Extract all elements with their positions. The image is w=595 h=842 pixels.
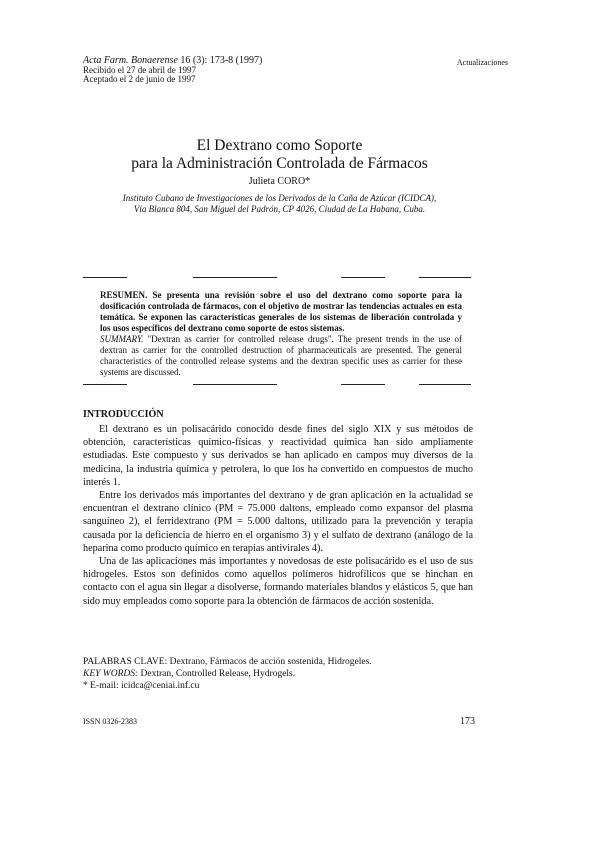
rule-top-2 [193, 277, 277, 278]
affiliation-line1: Instituto Cubano de Investigaciones de los Derivados de la Caña de Azúcar (ICIDCA), [122, 193, 437, 203]
rule-bottom-2 [193, 384, 277, 385]
keywords-es-label: PALABRAS CLAVE: [83, 657, 168, 667]
rule-top-1 [83, 277, 127, 278]
introduction-body [83, 423, 473, 608]
introduction-heading: INTRODUCCIÓN [83, 409, 164, 420]
author: Julieta CORO* [248, 176, 311, 187]
accepted-date: Aceptado el 2 de junio de 1997 [83, 74, 196, 84]
summary-text: "Dextran as carrier for controlled release drugs". The present trends in the use of dextran as carrier for the controlled destruction of pharmaceuticals are presented. The general characteristics of the controlled release systems and the dextran specific uses as carrier for these systems are discussed. [100, 334, 462, 377]
journal-header [83, 56, 262, 85]
affiliation-line2: Vía Blanca 804, San Miguel del Padrón, CP 4026, Ciudad de La Habana, Cuba. [133, 204, 426, 214]
rule-bottom-4 [419, 384, 471, 385]
abstract [100, 290, 462, 378]
article-title-line2: para la Administración Controlada de Fármacos [131, 155, 428, 172]
summary [100, 334, 462, 378]
issn: ISSN 0326-2383 [83, 717, 138, 726]
rule-bottom-3 [341, 384, 385, 385]
summary-label: SUMMARY. [100, 334, 144, 344]
keywords-en-text: Dextran, Controlled Release, Hydrogels. [140, 669, 296, 679]
resumen [100, 290, 462, 334]
rule-top-3 [341, 277, 385, 278]
keywords-es [83, 656, 473, 668]
received-date: Recibido el 27 de abril de 1997 [83, 64, 196, 75]
keywords-es-text: Dextrano, Fármacos de acción sostenida, Hidrogeles. [169, 657, 372, 667]
keywords-en [83, 668, 473, 680]
rule-bottom-1 [83, 384, 127, 385]
keywords-en-label: KEY WORDS: [83, 669, 139, 679]
rule-top-4 [419, 277, 471, 278]
paragraph: Entre los derivados más importantes del dextrano y de gran aplicación en la actualidad se encuentran el dextrano clínico (PM = 75.000 daltons, empleado como expansor del plasma sanguíneo 2), el ferridextrano (PM = 5.000 daltons, utilizado para la prevención y terapia causada por la deficiencia de hierro en el organismo 3) y el sulfato de dextrano (análogo de la heparina como producto químico en terapias antivirales 4). [83, 490, 473, 554]
keywords-block [83, 656, 473, 692]
paragraph: El dextrano es un polisacárido conocido desde fines del siglo XIX y sus métodos de obtención, características químico-físicas y reactividad química han sido ampliamente estudiadas. Este compuesto y sus derivados se han aplicado en campos muy diversos de la medicina, la industria química y petrolera, lo que los ha convertido en compuestos de mucho interés 1. [83, 424, 473, 488]
author-email: * E-mail: icidca@ceniai.inf.cu [83, 681, 200, 691]
journal-issue: 16 (3): 173-8 (1997) [180, 55, 263, 66]
section-label: Actualizaciones [456, 58, 508, 67]
paragraph: Una de las aplicaciones más importantes y novedosas de este polisacárido es el uso de sus hidrogeles. Estos son definidos como aquellos polímeros hidrofílicos que se hinchan en contacto con el agua sin llegar a disolverse, formando materiales blandos y elásticos 5, que han sido muy empleados como soporte para la obtención de fármacos de acción sostenida. [83, 556, 473, 607]
journal-name: Acta Farm. Bonaerense [83, 55, 178, 66]
page-number: 173 [460, 716, 475, 727]
title-block [83, 137, 476, 215]
resumen-label: RESUMEN. [100, 290, 148, 300]
article-title-line1: El Dextrano como Soporte [196, 137, 363, 154]
resumen-text: Se presenta una revisión sobre el uso del dextrano como soporte para la dosificación controlada de fármacos, con el objetivo de mostrar las tendencias actuales en esta temática. Se exponen las características generales de los sistemas de liberación controlada y los usos específicos del dextrano como soporte de estos sistemas. [100, 290, 463, 333]
